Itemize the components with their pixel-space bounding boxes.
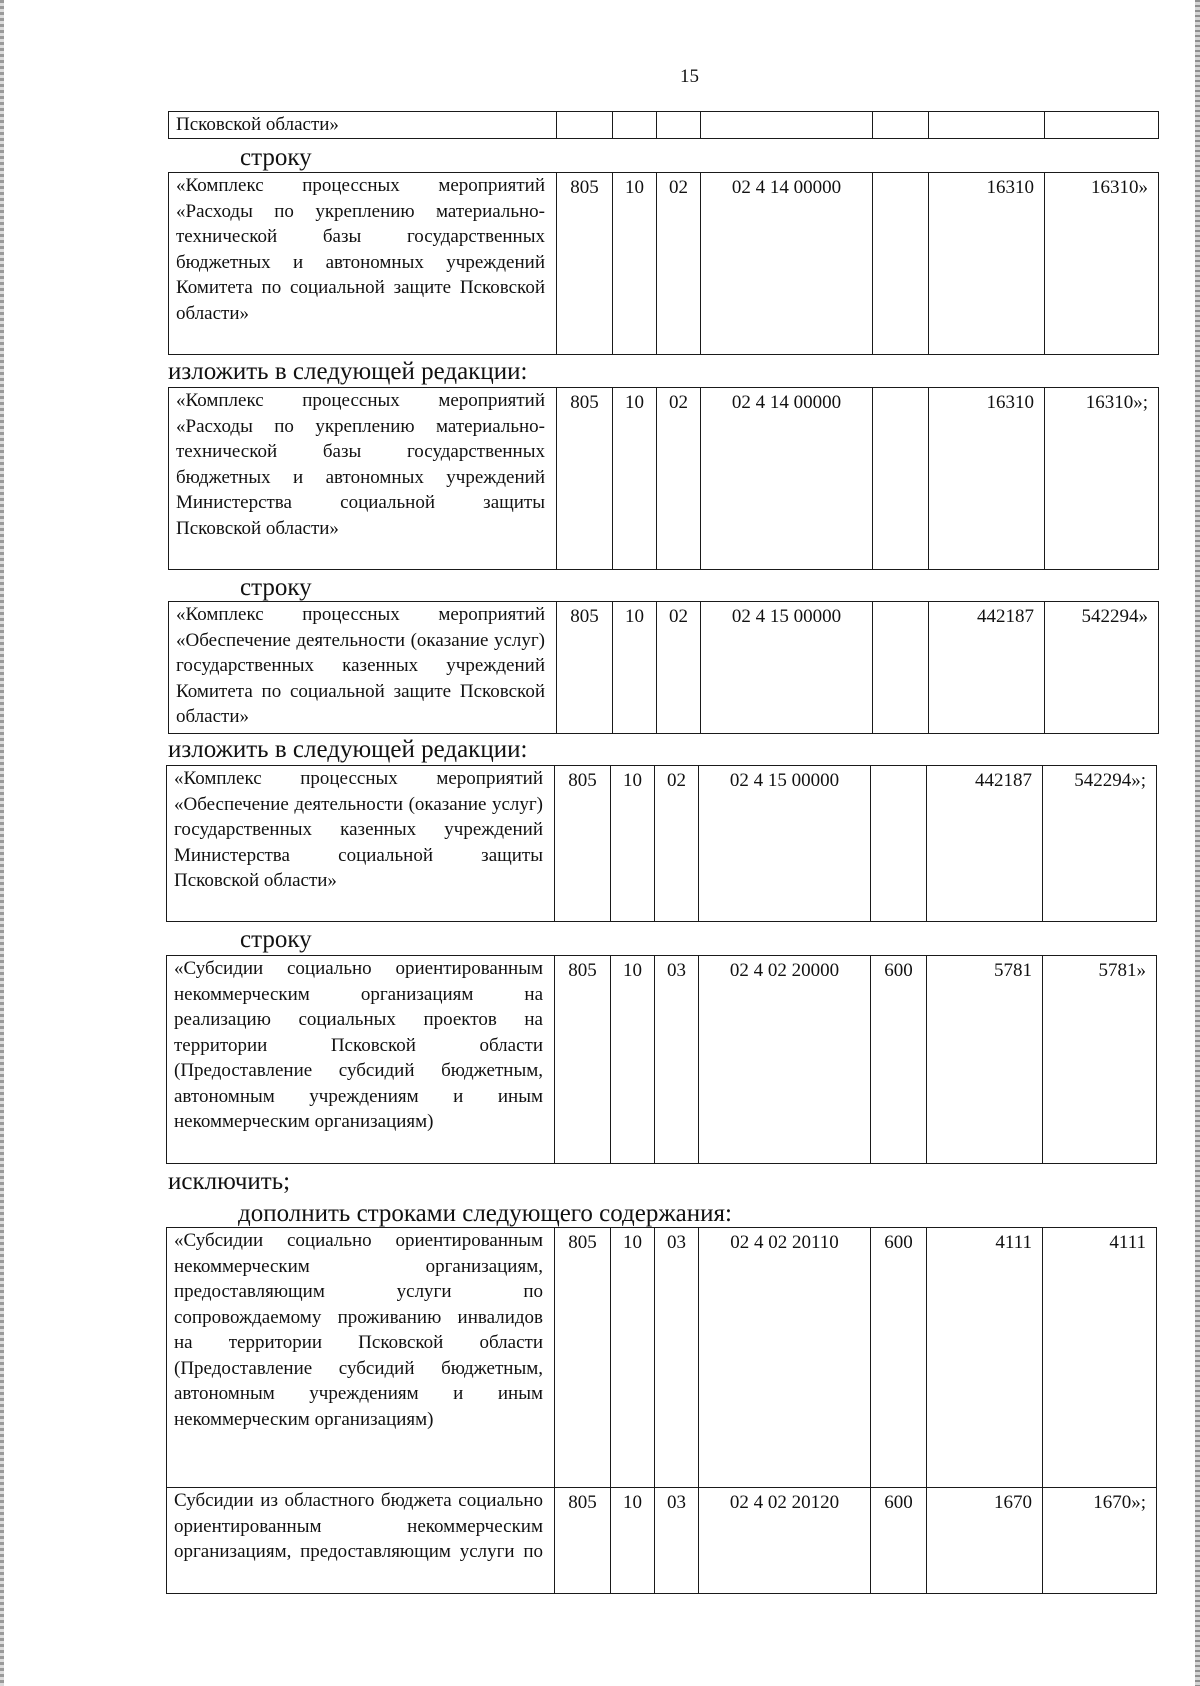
scan-edge-left — [0, 0, 4, 1686]
cell-ved: 805 — [557, 602, 613, 734]
cell-vr — [873, 173, 929, 355]
cell-csr: 02 4 14 00000 — [701, 173, 873, 355]
table-row — [169, 173, 1159, 355]
table-6 — [166, 1227, 1157, 1594]
row-description: «Комплекс процессных мероприятий «Расходы по укреплению материально-технической базы государственных бюджетных и автономных учреждений Министерства социальной защиты Псковской области» — [169, 388, 557, 570]
table-row — [169, 388, 1159, 570]
cell-rz: 10 — [613, 173, 657, 355]
table-2 — [168, 387, 1159, 570]
cell-rz: 10 — [613, 388, 657, 570]
cell-vr: 600 — [871, 1488, 927, 1594]
cell-vr — [873, 388, 929, 570]
cell-sum2: 542294»; — [1043, 766, 1157, 922]
cell-csr: 02 4 15 00000 — [699, 766, 871, 922]
table-row — [167, 956, 1157, 1164]
heading-stroku-2: строку — [240, 574, 312, 601]
cell-csr: 02 4 02 20000 — [699, 956, 871, 1164]
cell-ved: 805 — [555, 956, 611, 1164]
row-description: «Комплекс процессных мероприятий «Обеспечение деятельности (оказание услуг) государственных казенных учреждений Комитета по социальной защите Псковской области» — [169, 602, 557, 734]
row-description: Псковской области» — [169, 112, 557, 139]
cell-sum1: 5781 — [927, 956, 1043, 1164]
cell-csr: 02 4 15 00000 — [701, 602, 873, 734]
heading-izlozhit-1: изложить в следующей редакции: — [168, 358, 528, 385]
cell-vr — [873, 602, 929, 734]
cell-rz: 10 — [613, 602, 657, 734]
cell-sum2: 16310»; — [1045, 388, 1159, 570]
table-row — [167, 1488, 1157, 1594]
cell-sum1: 4111 — [927, 1228, 1043, 1488]
heading-isklyuchit: исключить; — [168, 1168, 291, 1195]
cell-sum2: 542294» — [1045, 602, 1159, 734]
table-3 — [168, 601, 1159, 734]
cell-sum2: 5781» — [1043, 956, 1157, 1164]
cell-ved — [557, 112, 613, 139]
heading-izlozhit-2: изложить в следующей редакции: — [168, 736, 528, 763]
heading-stroku-3: строку — [240, 926, 312, 953]
row-description: «Субсидии социально ориентированным некоммерческим организациям, предоставляющим услуги по сопровождаемому проживанию инвалидов на территории Псковской области (Предоставление субсидий бюджетным, автономным учреждениям и иным некоммерческим организациям) — [167, 1228, 555, 1488]
cell-sum1: 442187 — [929, 602, 1045, 734]
cell-sum2: 16310» — [1045, 173, 1159, 355]
heading-stroku-1: строку — [240, 144, 312, 171]
cell-rz — [613, 112, 657, 139]
cell-ved: 805 — [555, 766, 611, 922]
cell-ved: 805 — [555, 1488, 611, 1594]
cell-ved: 805 — [557, 173, 613, 355]
heading-dopolnit: дополнить строками следующего содержания: — [238, 1200, 732, 1227]
cell-csr: 02 4 02 20110 — [699, 1228, 871, 1488]
cell-csr: 02 4 02 20120 — [699, 1488, 871, 1594]
cell-pr — [657, 112, 701, 139]
cell-pr: 02 — [655, 766, 699, 922]
cell-csr: 02 4 14 00000 — [701, 388, 873, 570]
cell-vr — [873, 112, 929, 139]
row-description: «Субсидии социально ориентированным некоммерческим организациям на реализацию социальных проектов на территории Псковской области (Предоставление субсидий бюджетным, автономным учреждениям и иным некоммерческим организациям) — [167, 956, 555, 1164]
cell-csr — [701, 112, 873, 139]
cell-vr: 600 — [871, 1228, 927, 1488]
cell-vr — [871, 766, 927, 922]
cell-pr: 03 — [655, 956, 699, 1164]
scan-edge-right — [1195, 0, 1200, 1686]
cell-rz: 10 — [611, 1228, 655, 1488]
table-5 — [166, 955, 1157, 1164]
table-row — [169, 112, 1159, 139]
page-number: 15 — [680, 66, 699, 87]
cell-sum1: 1670 — [927, 1488, 1043, 1594]
row-description: «Комплекс процессных мероприятий «Обеспечение деятельности (оказание услуг) государственных казенных учреждений Министерства социальной защиты Псковской области» — [167, 766, 555, 922]
cell-ved: 805 — [555, 1228, 611, 1488]
cell-sum1: 442187 — [927, 766, 1043, 922]
cell-pr: 02 — [657, 388, 701, 570]
table-row — [167, 766, 1157, 922]
cell-sum2: 1670»; — [1043, 1488, 1157, 1594]
cell-sum2: 4111 — [1043, 1228, 1157, 1488]
cell-vr: 600 — [871, 956, 927, 1164]
cell-sum1 — [929, 112, 1045, 139]
cell-pr: 02 — [657, 173, 701, 355]
cell-rz: 10 — [611, 766, 655, 922]
cell-pr: 03 — [655, 1488, 699, 1594]
row-description: «Комплекс процессных мероприятий «Расходы по укреплению материально-технической базы государственных бюджетных и автономных учреждений Комитета по социальной защите Псковской области» — [169, 173, 557, 355]
table-continuation — [168, 111, 1159, 139]
table-row — [169, 602, 1159, 734]
cell-rz: 10 — [611, 956, 655, 1164]
cell-sum2 — [1045, 112, 1159, 139]
table-4 — [166, 765, 1157, 922]
row-description: Субсидии из областного бюджета социально ориентированным некоммерческим организациям, предоставляющим услуги по — [167, 1488, 555, 1594]
table-1 — [168, 172, 1159, 355]
cell-sum1: 16310 — [929, 173, 1045, 355]
cell-sum1: 16310 — [929, 388, 1045, 570]
table-row — [167, 1228, 1157, 1488]
cell-ved: 805 — [557, 388, 613, 570]
cell-rz: 10 — [611, 1488, 655, 1594]
cell-pr: 03 — [655, 1228, 699, 1488]
cell-pr: 02 — [657, 602, 701, 734]
